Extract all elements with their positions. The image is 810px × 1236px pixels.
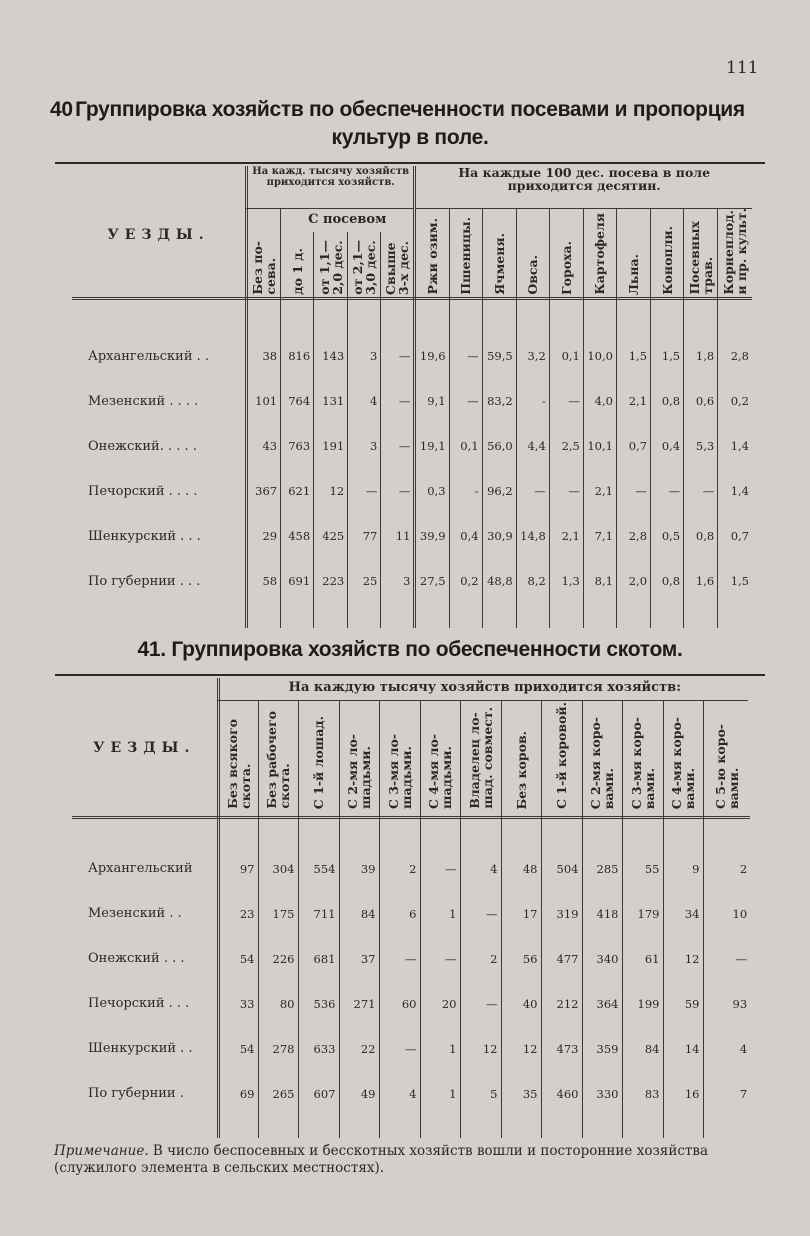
table-cell: 56,0 (482, 424, 516, 469)
table-cell: — (616, 469, 650, 514)
table-cell: 1 (420, 891, 460, 936)
table-cell: 0,7 (616, 424, 650, 469)
table-row (72, 891, 750, 936)
table-cell: 4 (460, 846, 501, 891)
table-cell: - (516, 379, 549, 424)
column-header-label: Пшеницы. (458, 216, 474, 295)
uezd-name: Шенкурский . . . (88, 528, 201, 544)
table-cell: 0,4 (651, 424, 684, 469)
table-cell: - (449, 469, 482, 514)
table-40-number: 40 (50, 98, 73, 121)
table-41-number: 41 (137, 638, 161, 661)
table-row (72, 424, 752, 469)
table-cell: 7,1 (583, 514, 616, 559)
table-cell: 330 (582, 1071, 622, 1116)
table-cell: 179 (622, 891, 663, 936)
table-cell: 35 (501, 1071, 541, 1116)
table-cell: 69 (218, 1071, 258, 1116)
table-cell: 97 (218, 846, 258, 891)
table-40-body (72, 304, 752, 628)
column-header (684, 208, 718, 304)
column-header-label: Без рабочего скота. (264, 711, 292, 809)
column-header-label: С 4-мя ло- шадьми. (426, 734, 454, 809)
table-cell: 1,4 (718, 469, 752, 514)
table-cell: — (703, 936, 750, 981)
table-cell: 1,3 (549, 559, 583, 604)
table-cell: 0,3 (415, 469, 449, 514)
table-cell: 691 (281, 559, 314, 604)
table-cell: 621 (281, 469, 314, 514)
column-header-label: Владелец ло- шад. совмест. (466, 707, 495, 809)
table-row (72, 936, 750, 981)
table-cell: 554 (298, 846, 339, 891)
table-cell: 16 (663, 1071, 703, 1116)
column-header (381, 232, 415, 304)
table-cell: 175 (258, 891, 298, 936)
table-cell: 763 (281, 424, 314, 469)
table-cell: 2,1 (549, 514, 583, 559)
column-header (258, 700, 298, 818)
uezd-name: Архангельский (88, 861, 193, 876)
table-cell: 60 (379, 981, 420, 1026)
table-cell: 9,1 (415, 379, 449, 424)
table-cell: 40 (501, 981, 541, 1026)
column-header-label: от 2,1— 3,0 дес. (350, 239, 379, 295)
uezd-name: По губернии . (88, 1086, 184, 1101)
table-cell: 101 (246, 379, 280, 424)
table-cell: 1,8 (684, 334, 718, 379)
column-header (339, 700, 379, 818)
uezd-name: Онежский . . . (88, 951, 185, 966)
column-header (314, 232, 348, 304)
column-header-label: С 3-мя коро- вами. (628, 716, 657, 809)
table-cell: — (516, 469, 549, 514)
uezd-name: Печорский . . . . (88, 483, 198, 499)
table-41-header-rule (72, 816, 750, 819)
table-cell: 1 (420, 1026, 460, 1071)
table-cell: 6 (379, 891, 420, 936)
column-header-label: Без коров. (513, 730, 529, 809)
table-cell: 19,6 (415, 334, 449, 379)
uezd-name: Архангельский . . (88, 348, 210, 364)
uezd-name: Шенкурский . . (88, 1041, 193, 1056)
table-cell: 54 (218, 936, 258, 981)
table-cell: 43 (246, 424, 280, 469)
table-cell: 39,9 (415, 514, 449, 559)
table-cell: 418 (582, 891, 622, 936)
table-cell: 223 (314, 559, 348, 604)
column-header (420, 700, 460, 818)
with-sowing-header: С посевом (281, 208, 415, 232)
column-header-label: С 5-ю коро- вами. (712, 724, 741, 809)
table-cell: 3 (348, 424, 381, 469)
per-thousand-header: На каждую тысячу хозяйств приходится хозяйств: (218, 678, 750, 700)
table-cell: 80 (258, 981, 298, 1026)
table-cell: — (379, 936, 420, 981)
column-header (415, 208, 449, 304)
column-header (703, 700, 750, 818)
column-header (246, 208, 280, 304)
table-cell: 2 (460, 936, 501, 981)
column-header (379, 700, 420, 818)
column-header (218, 700, 258, 818)
table-40-group1-rule (246, 208, 414, 209)
table-row (72, 1026, 750, 1071)
table-cell: 473 (541, 1026, 582, 1071)
table-cell: 0,5 (651, 514, 684, 559)
spacer-row (72, 1116, 750, 1138)
table-41-title: 41. Группировка хозяйств по обеспеченности скотом. (137, 638, 683, 661)
footnote-text: В число беспосевных и бесскотных хозяйств вошли и посторонние хозяйства (служилого элемента в сельских местностях). (54, 1143, 708, 1176)
table-cell: 25 (348, 559, 381, 604)
column-header-label: Гороха. (558, 240, 574, 295)
table-cell: 8,2 (516, 559, 549, 604)
table-cell: 477 (541, 936, 582, 981)
table-cell: 0,4 (449, 514, 482, 559)
column-header (622, 700, 663, 818)
column-header (718, 208, 752, 304)
table-row (72, 514, 752, 559)
table-row (72, 334, 752, 379)
table-cell: 56 (501, 936, 541, 981)
table-40 (72, 166, 752, 628)
table-cell: — (420, 936, 460, 981)
table-cell: — (684, 469, 718, 514)
table-cell: 4,4 (516, 424, 549, 469)
table-cell: 96,2 (482, 469, 516, 514)
column-header (651, 208, 684, 304)
table-cell: 9 (663, 846, 703, 891)
table-cell: 0,2 (449, 559, 482, 604)
table-cell: 49 (339, 1071, 379, 1116)
column-header (449, 208, 482, 304)
column-header (616, 208, 650, 304)
table-cell: 83,2 (482, 379, 516, 424)
column-header-label: Свыше 3-х дес. (383, 240, 412, 295)
table-row (72, 469, 752, 514)
column-header (501, 700, 541, 818)
table-41-body (72, 818, 750, 1138)
table-cell: 22 (339, 1026, 379, 1071)
table-cell: 3 (381, 559, 415, 604)
column-header (460, 700, 501, 818)
table-cell: — (381, 469, 415, 514)
uezd-name: Печорский . . . (88, 996, 190, 1011)
table-cell: 55 (622, 846, 663, 891)
table-cell: 1,5 (718, 559, 752, 604)
table-cell: 0,8 (651, 379, 684, 424)
table-cell: 37 (339, 936, 379, 981)
uezd-header: УЕЗДЫ. (107, 226, 210, 243)
column-header (582, 700, 622, 818)
column-header (516, 208, 549, 304)
table-cell: 0,6 (684, 379, 718, 424)
table-40-group2-rule (416, 208, 752, 209)
page-number: 111 (726, 58, 759, 78)
footnote-label: Примечание. (54, 1143, 149, 1159)
column-header-label: Конопли. (659, 225, 675, 295)
table-cell: 10 (703, 891, 750, 936)
table-cell: 54 (218, 1026, 258, 1071)
table-row (72, 559, 752, 604)
table-cell: 425 (314, 514, 348, 559)
table-cell: 199 (622, 981, 663, 1026)
table-row (72, 981, 750, 1026)
spacer-row (72, 604, 752, 628)
table-cell: — (381, 379, 415, 424)
table-cell: 33 (218, 981, 258, 1026)
table-cell: 5 (460, 1071, 501, 1116)
table-cell: 5,3 (684, 424, 718, 469)
table-cell: 0,8 (684, 514, 718, 559)
table-cell: 2,5 (549, 424, 583, 469)
column-header-label: С 1-й лошад. (311, 715, 326, 809)
column-header (482, 208, 516, 304)
uezd-name: Мезенский . . . . (88, 393, 199, 409)
table-cell: 12 (314, 469, 348, 514)
table-cell: 1 (420, 1071, 460, 1116)
column-header-label: от 1,1— 2,0 дес. (316, 239, 345, 295)
table-cell: 633 (298, 1026, 339, 1071)
table-cell: 1,6 (684, 559, 718, 604)
table-cell: 3,2 (516, 334, 549, 379)
column-header-label: Картофеля (592, 213, 608, 295)
table-cell: 460 (541, 1071, 582, 1116)
table-cell: 23 (218, 891, 258, 936)
table-row (72, 1071, 750, 1116)
table-cell: 84 (339, 891, 379, 936)
table-cell: 212 (541, 981, 582, 1026)
table-row (72, 379, 752, 424)
table-cell: — (420, 846, 460, 891)
table-cell: 17 (501, 891, 541, 936)
table-cell: — (449, 334, 482, 379)
table-cell: — (549, 379, 583, 424)
table-41-title-text: Группировка хозяйств по обеспеченности скотом. (171, 638, 683, 661)
table-cell: 27,5 (415, 559, 449, 604)
table-cell: 0,7 (718, 514, 752, 559)
table-cell: 1,4 (718, 424, 752, 469)
table-40-title (40, 96, 780, 152)
uezd-name: По губернии . . . (88, 573, 201, 589)
table-cell: 607 (298, 1071, 339, 1116)
table-cell: 12 (501, 1026, 541, 1071)
table-cell: — (651, 469, 684, 514)
table-cell: 12 (460, 1026, 501, 1071)
table-41-top-rule (55, 674, 765, 676)
table-cell: 4 (348, 379, 381, 424)
table-cell: 504 (541, 846, 582, 891)
table-cell: 3 (348, 334, 381, 379)
table-cell: 1,5 (616, 334, 650, 379)
spacer-row (72, 304, 752, 334)
table-cell: 4,0 (583, 379, 616, 424)
column-header-label: Ячменя. (491, 232, 507, 295)
column-header-label: Посевных трав. (686, 221, 715, 295)
table-cell: 2 (379, 846, 420, 891)
table-cell: 59,5 (482, 334, 516, 379)
table-cell: — (449, 379, 482, 424)
table-cell: 39 (339, 846, 379, 891)
table-cell: 367 (246, 469, 280, 514)
table-cell: 10,0 (583, 334, 616, 379)
table-cell: 20 (420, 981, 460, 1026)
table-cell: 11 (381, 514, 415, 559)
table-cell: 10,1 (583, 424, 616, 469)
column-header (298, 700, 339, 818)
table-cell: 84 (622, 1026, 663, 1071)
households-per-thousand-header: На кажд. тысячу хозяйств приходится хозяйств. (246, 166, 414, 208)
table-cell: 278 (258, 1026, 298, 1071)
table-cell: 285 (582, 846, 622, 891)
table-cell: — (460, 891, 501, 936)
table-cell: 14,8 (516, 514, 549, 559)
column-header-label: Льна. (625, 253, 641, 295)
table-cell: 29 (246, 514, 280, 559)
table-cell: 2,8 (718, 334, 752, 379)
table-cell: 319 (541, 891, 582, 936)
table-cell: 8,1 (583, 559, 616, 604)
column-header (348, 232, 381, 304)
table-cell: — (348, 469, 381, 514)
table-cell: 143 (314, 334, 348, 379)
table-cell: 359 (582, 1026, 622, 1071)
table-cell: 131 (314, 379, 348, 424)
table-cell: 2,0 (616, 559, 650, 604)
table-cell: 304 (258, 846, 298, 891)
table-cell: 340 (582, 936, 622, 981)
table-cell: 30,9 (482, 514, 516, 559)
table-cell: 711 (298, 891, 339, 936)
column-header (549, 208, 583, 304)
table-cell: 58 (246, 559, 280, 604)
table-cell: 681 (298, 936, 339, 981)
column-header-label: Овса. (525, 255, 541, 295)
table-cell: 271 (339, 981, 379, 1026)
table-40-title-text: Группировка хозяйств по обеспеченности посевами и пропорция культур в поле. (75, 98, 745, 149)
table-cell: 364 (582, 981, 622, 1026)
table-cell: 0,8 (651, 559, 684, 604)
spacer-row (72, 818, 750, 846)
column-header-label: Без всякого скота. (224, 719, 253, 809)
column-header-label: С 2-мя коро- вами. (588, 716, 616, 809)
column-header (281, 232, 314, 304)
column-header-label: Без по- сева. (250, 241, 279, 295)
table-cell: 226 (258, 936, 298, 981)
table-row (72, 846, 750, 891)
table-cell: 34 (663, 891, 703, 936)
table-cell: 816 (281, 334, 314, 379)
footnote (54, 1143, 774, 1177)
column-header (663, 700, 703, 818)
table-cell: 1,5 (651, 334, 684, 379)
table-cell: 2,1 (583, 469, 616, 514)
table-cell: 12 (663, 936, 703, 981)
uezd-name: Онежский. . . . . (88, 438, 197, 454)
table-cell: 4 (379, 1071, 420, 1116)
table-41 (72, 678, 750, 1138)
table-cell: 2,1 (616, 379, 650, 424)
table-cell: 48,8 (482, 559, 516, 604)
table-cell: — (379, 1026, 420, 1071)
table-cell: 265 (258, 1071, 298, 1116)
table-41-group-rule (218, 700, 748, 701)
table-cell: 458 (281, 514, 314, 559)
table-cell: 19,1 (415, 424, 449, 469)
table-cell: 2,8 (616, 514, 650, 559)
table-cell: — (381, 424, 415, 469)
table-cell: 0,1 (449, 424, 482, 469)
table-cell: 0,2 (718, 379, 752, 424)
table-cell: — (460, 981, 501, 1026)
column-header-label: С 2-мя ло- шадьми. (345, 734, 373, 809)
column-header (541, 700, 582, 818)
uezd-name: Мезенский . . (88, 906, 182, 921)
table-cell: 7 (703, 1071, 750, 1116)
column-header-label: до 1 д. (289, 247, 305, 295)
table-cell: 38 (246, 334, 280, 379)
table-cell: 0,1 (549, 334, 583, 379)
table-cell: 191 (314, 424, 348, 469)
table-40-top-rule (55, 162, 765, 164)
table-cell: 77 (348, 514, 381, 559)
per-100-desyatin-header: На каждые 100 дес. посева в поле приходится десятин. (415, 166, 752, 208)
table-cell: — (549, 469, 583, 514)
table-cell: 536 (298, 981, 339, 1026)
table-40-header-rule (72, 297, 752, 300)
table-cell: 48 (501, 846, 541, 891)
column-header-label: Ржи озим. (424, 218, 440, 295)
table-cell: 59 (663, 981, 703, 1026)
table-cell: — (381, 334, 415, 379)
column-header (583, 208, 616, 304)
column-header-label: Корнеплод. и пр. культ. (721, 208, 750, 295)
table-cell: 93 (703, 981, 750, 1026)
column-header-label: С 4-мя коро- вами. (669, 716, 697, 809)
column-header-label: С 1-й коровой. (554, 702, 569, 809)
table-cell: 14 (663, 1026, 703, 1071)
column-header-label: С 3-мя ло- шадьми. (385, 734, 414, 809)
table-cell: 4 (703, 1026, 750, 1071)
table-cell: 2 (703, 846, 750, 891)
table-cell: 61 (622, 936, 663, 981)
table-cell: 83 (622, 1071, 663, 1116)
table-cell: 764 (281, 379, 314, 424)
uezd-header: УЕЗДЫ. (93, 740, 196, 756)
